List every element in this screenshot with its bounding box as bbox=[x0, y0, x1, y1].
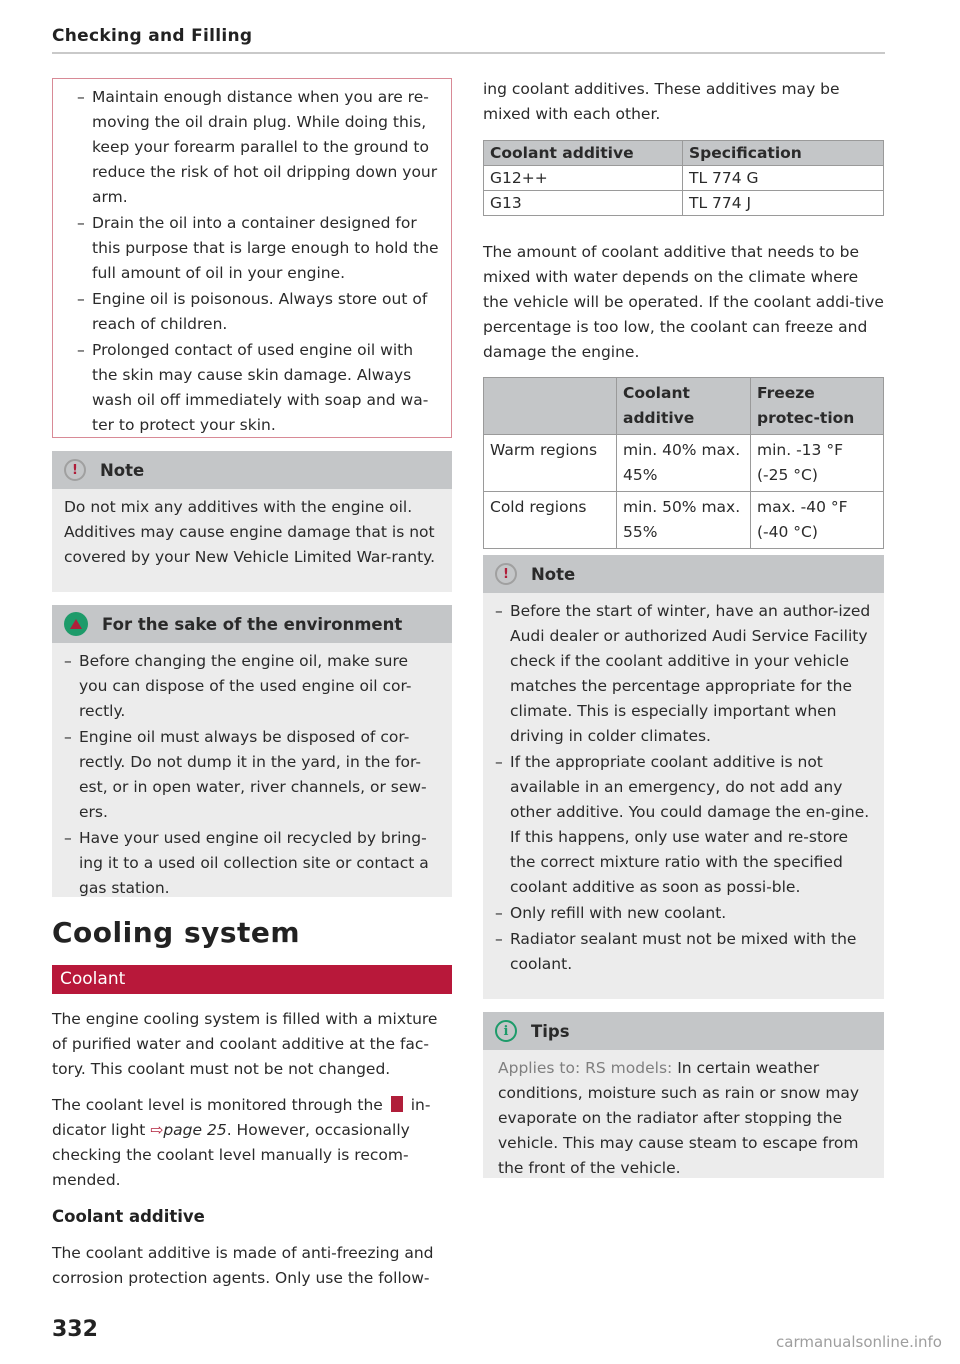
table-cell: G13 bbox=[484, 191, 683, 216]
table-cell: Cold regions bbox=[484, 492, 617, 549]
note-box-coolant bbox=[483, 555, 884, 999]
tips-applies: Applies to: RS models: bbox=[498, 1059, 673, 1077]
page-number: 332 bbox=[52, 1317, 98, 1342]
environment-item: – Have your used engine oil recycled by bring-ing it to a used oil collection site or contact a gas station. bbox=[52, 826, 440, 901]
environment-title: For the sake of the environment bbox=[102, 614, 403, 634]
climate-table bbox=[483, 377, 884, 549]
tips-text: In certain weather conditions, moisture such as rain or snow may evaporate on the radiator after stopping the vehicle. This may cause steam to escape from the front of the vehicle. bbox=[498, 1059, 860, 1177]
section-title: Cooling system bbox=[52, 916, 301, 949]
para-text: The coolant level is monitored through the bbox=[52, 1096, 383, 1114]
note-body bbox=[483, 593, 884, 988]
table-header: Specification bbox=[683, 141, 884, 166]
table-row bbox=[484, 492, 884, 549]
environment-item: – Before changing the engine oil, make sure you can dispose of the used engine oil cor-rectly. bbox=[52, 649, 440, 724]
table-cell: min. 50% max. 55% bbox=[617, 492, 751, 549]
table-cell: TL 774 G bbox=[683, 166, 884, 191]
warning-item: – Maintain enough distance when you are re-moving the oil drain plug. While doing this, keep your forearm parallel to the ground to reduce the risk of hot oil dripping down your arm. bbox=[65, 85, 439, 210]
paragraph-coolant-intro: The engine cooling system is filled with a mixture of purified water and coolant additive at the fac-tory. This coolant must not be not changed. bbox=[52, 1010, 438, 1078]
tips-header bbox=[483, 1012, 884, 1050]
note-item: – If the appropriate coolant additive is not available in an emergency, do not add any other additive. You could damage the en-gine. If this happens, only use water and re-store the correct mixture ratio with the specified coolant additive as soon as possi-ble. bbox=[483, 750, 872, 900]
environment-item: – Engine oil must always be disposed of cor-rectly. Do not dump it in the yard, in the for-est, or in open water, river channels, or sew-ers. bbox=[52, 725, 440, 825]
warning-list bbox=[65, 85, 439, 438]
note-title: Note bbox=[100, 460, 145, 480]
environment-list bbox=[52, 649, 440, 901]
para-text: in-dicator light bbox=[52, 1096, 431, 1139]
header-rule bbox=[52, 52, 885, 54]
coolant-additive-heading: Coolant additive bbox=[52, 1207, 205, 1226]
link-arrow-icon: ⇨ bbox=[150, 1121, 164, 1139]
right-intro: ing coolant additives. These additives may be mixed with each other. bbox=[483, 80, 840, 123]
paragraph-coolant-level bbox=[52, 1093, 452, 1193]
note-body: Do not mix any additives with the engine oil. Additives may cause engine damage that is not covered by your New Vehicle Limited War-ranty. bbox=[64, 498, 436, 566]
coolant-warning-light-icon bbox=[391, 1096, 403, 1112]
info-icon: i bbox=[495, 1020, 517, 1042]
note-box-oil bbox=[52, 451, 452, 592]
spec-table-wrap bbox=[483, 140, 884, 216]
note-list bbox=[483, 599, 872, 977]
environment-body bbox=[52, 643, 452, 912]
table-cell: Warm regions bbox=[484, 435, 617, 492]
tips-body bbox=[483, 1050, 884, 1191]
right-paragraph: The amount of coolant additive that needs to be mixed with water depends on the climate where the vehicle will be operated. If the coolant addi-tive percentage is too low, the coolant can freeze and damage the engine. bbox=[483, 243, 884, 361]
table-header: Coolant additive bbox=[617, 378, 751, 435]
note-header bbox=[52, 451, 452, 489]
paragraph-coolant-additive: The coolant additive is made of anti-freezing and corrosion protection agents. Only use the follow- bbox=[52, 1244, 434, 1287]
note-item: – Only refill with new coolant. bbox=[483, 901, 872, 926]
tips-box bbox=[483, 1012, 884, 1178]
note-header bbox=[483, 555, 884, 593]
table-row bbox=[484, 435, 884, 492]
table-row bbox=[484, 166, 884, 191]
para-text: . However, occasionally checking the coolant level manually is recom-mended. bbox=[52, 1121, 410, 1189]
warning-item: – Drain the oil into a container designed for this purpose that is large enough to hold the full amount of oil in your engine. bbox=[65, 211, 439, 286]
climate-table-wrap bbox=[483, 377, 884, 549]
environment-header bbox=[52, 605, 452, 643]
environment-icon bbox=[64, 612, 88, 636]
spec-table bbox=[483, 140, 884, 216]
table-cell: G12++ bbox=[484, 166, 683, 191]
note-title: Note bbox=[531, 564, 576, 584]
tips-title: Tips bbox=[531, 1021, 570, 1041]
table-row bbox=[484, 191, 884, 216]
warning-item: – Engine oil is poisonous. Always store out of reach of children. bbox=[65, 287, 439, 337]
table-header bbox=[484, 378, 617, 435]
table-cell: max. -40 °F (-40 °C) bbox=[751, 492, 884, 549]
table-header: Coolant additive bbox=[484, 141, 683, 166]
exclamation-icon: ! bbox=[495, 563, 517, 585]
warning-box bbox=[52, 78, 452, 438]
note-item: – Before the start of winter, have an author-ized Audi dealer or authorized Audi Service Facility check if the coolant additive in your vehicle matches the percentage appropriate for the climate. This is especially important when driving in colder climates. bbox=[483, 599, 872, 749]
page-link[interactable]: page 25 bbox=[163, 1121, 227, 1139]
note-item: – Radiator sealant must not be mixed with the coolant. bbox=[483, 927, 872, 977]
watermark: carmanualsonline.info bbox=[776, 1333, 942, 1351]
environment-box bbox=[52, 605, 452, 897]
warning-item: – Prolonged contact of used engine oil with the skin may cause skin damage. Always wash oil off immediately with soap and wa-ter to protect your skin. bbox=[65, 338, 439, 438]
exclamation-icon: ! bbox=[64, 459, 86, 481]
table-cell: TL 774 J bbox=[683, 191, 884, 216]
table-cell: min. -13 °F (-25 °C) bbox=[751, 435, 884, 492]
subsection-bar: Coolant bbox=[52, 965, 452, 994]
page-header-title: Checking and Filling bbox=[52, 26, 253, 46]
table-cell: min. 40% max. 45% bbox=[617, 435, 751, 492]
table-header: Freeze protec-tion bbox=[751, 378, 884, 435]
